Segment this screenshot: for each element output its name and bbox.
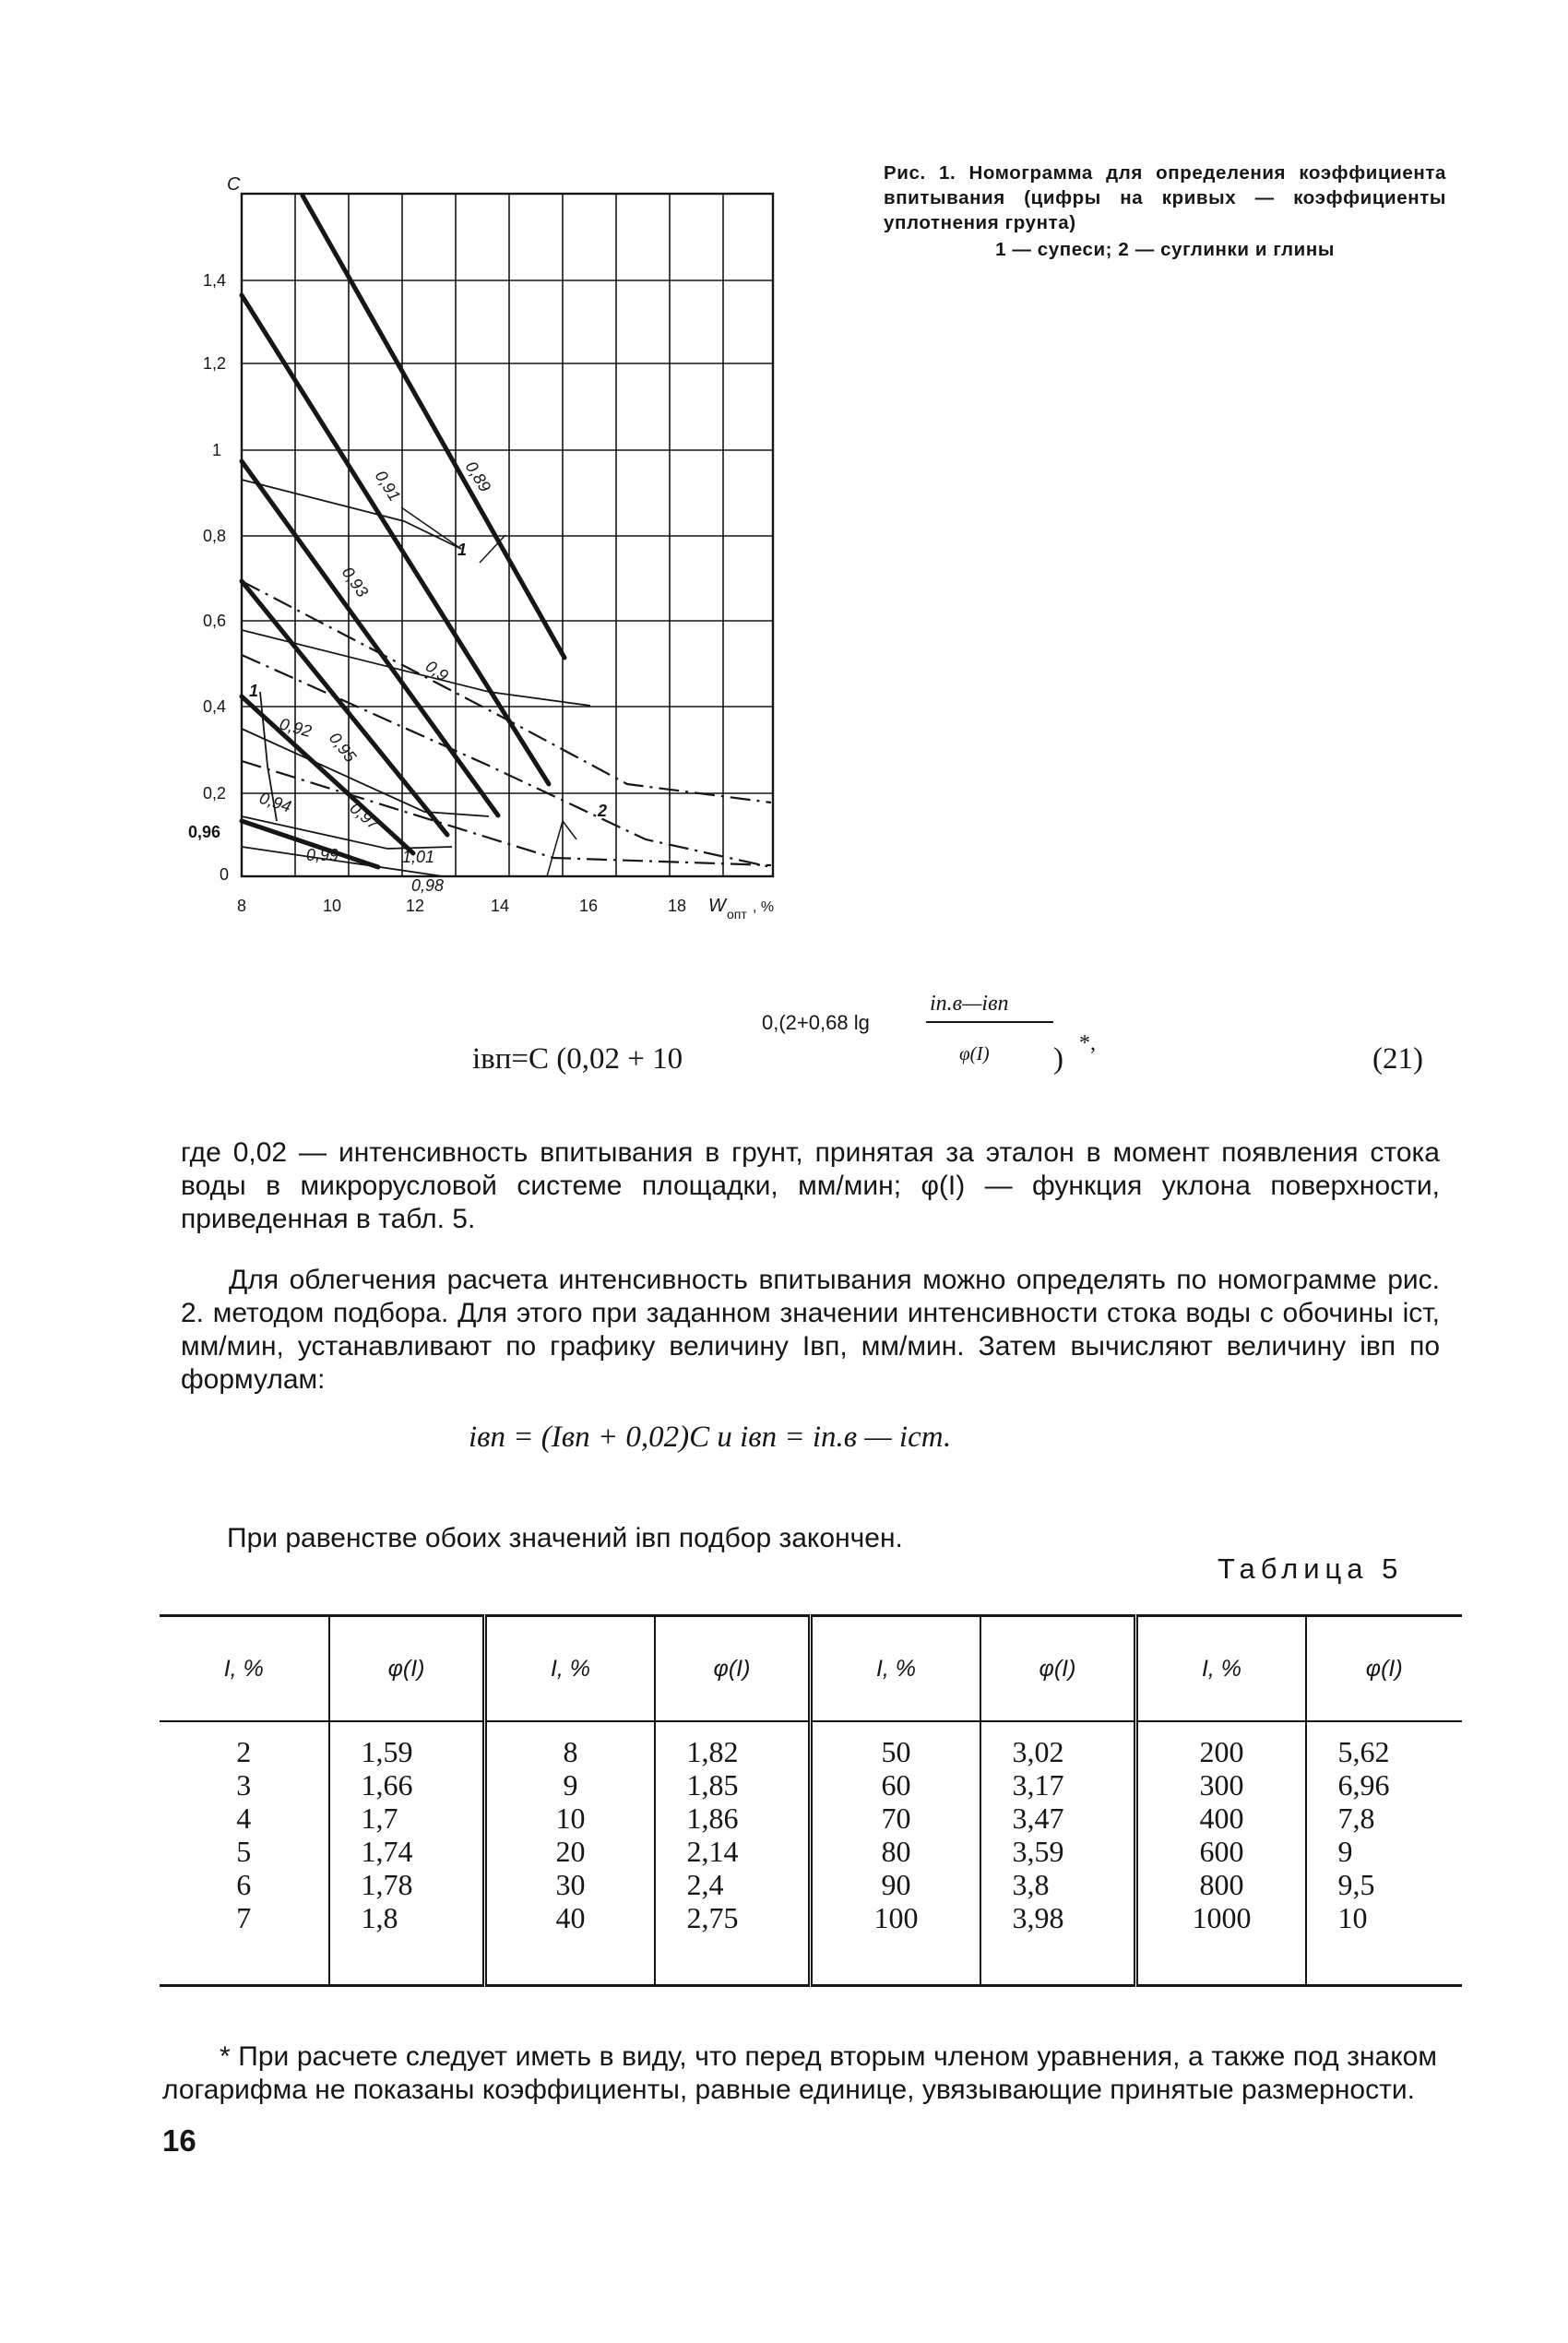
nomogram-figure <box>184 175 812 941</box>
table-cell: 90 <box>881 1868 911 1901</box>
curve-label: 1 <box>249 682 259 700</box>
table-header: I, % <box>485 1616 655 1722</box>
table-cell: 7,8 <box>1337 1802 1375 1835</box>
table-cell: 2,4 <box>686 1868 724 1901</box>
y-tick: 1,4 <box>203 271 227 290</box>
table-column-slope <box>811 1721 980 1986</box>
y-tick: 0,4 <box>203 697 227 716</box>
curve-label: 1 <box>457 541 468 559</box>
table-cell: 1000 <box>1192 1901 1252 1934</box>
curve-label: 1,01 <box>402 848 435 866</box>
caption-legend: 1 — супеси; 2 — суглинки и глины <box>995 239 1335 260</box>
table-cell: 9 <box>1337 1835 1353 1868</box>
table-column-phi <box>980 1721 1136 1986</box>
x-tick: 12 <box>406 897 425 915</box>
page-number: 16 <box>162 2123 196 2158</box>
table-cell: 30 <box>555 1868 586 1901</box>
table-cell: 70 <box>881 1802 911 1835</box>
table-header: I, % <box>160 1616 329 1722</box>
table-column-slope <box>160 1721 329 1986</box>
formula-fraction-bar <box>926 1021 1053 1023</box>
table-cell: 100 <box>873 1901 919 1934</box>
table-cell: 1,59 <box>361 1735 413 1768</box>
sandy-loam-curves <box>242 196 564 867</box>
table-header: φ(I) <box>1306 1616 1463 1722</box>
table-cell: 6,96 <box>1337 1768 1390 1802</box>
table-cell: 80 <box>881 1835 911 1868</box>
x-tick: 10 <box>323 897 342 915</box>
formula-star: *, <box>1079 1031 1096 1055</box>
formula-main: iвп=C (0,02 + 10 <box>472 1042 683 1076</box>
table-cell: 800 <box>1199 1868 1244 1901</box>
x-axis-unit: , % <box>753 899 775 915</box>
table-cell: 50 <box>881 1735 911 1768</box>
table-cell: 1,82 <box>686 1735 739 1768</box>
table-cell: 1,78 <box>361 1868 413 1901</box>
table-column-slope <box>485 1721 655 1986</box>
table-5 <box>160 1614 1462 1987</box>
curve-label: 0,98 <box>411 876 445 895</box>
table-cell: 10 <box>1337 1901 1368 1934</box>
x-tick: 14 <box>491 897 510 915</box>
table-cell: 2,14 <box>686 1835 739 1868</box>
x-tick: 18 <box>668 897 687 915</box>
curve-label: 0,89 <box>461 458 495 495</box>
curve-0-91 <box>242 295 549 784</box>
curve-label: 0,97 <box>346 798 384 834</box>
curve-label: 2 <box>598 802 608 820</box>
x-axis-label: W <box>708 896 726 916</box>
table-column-phi <box>655 1721 811 1986</box>
y-tick: 1 <box>212 441 222 459</box>
y-tick: 0,6 <box>203 612 227 630</box>
figure-caption <box>884 161 1446 262</box>
x-tick: 8 <box>237 897 247 915</box>
table-cell: 10 <box>555 1802 586 1835</box>
table-column-phi <box>1306 1721 1463 1986</box>
curve-0-89 <box>303 196 564 658</box>
table-cell: 3 <box>236 1768 252 1802</box>
table-cell: 7 <box>236 1901 252 1934</box>
curve-0-9-lower <box>242 655 771 867</box>
y-tick: 0,8 <box>203 527 227 545</box>
y-tick: 0,96 <box>188 823 221 841</box>
y-tick: 1,2 <box>203 354 227 373</box>
table-header: I, % <box>1136 1616 1306 1722</box>
table-cell: 600 <box>1199 1835 1244 1868</box>
formula-exponent-prefix: 0,(2+0,68 lg <box>762 1011 870 1034</box>
table-cell: 20 <box>555 1835 586 1868</box>
x-tick: 16 <box>579 897 599 915</box>
table-cell: 1,8 <box>361 1901 398 1934</box>
formula-fraction-numerator: iп.в—iвп <box>930 992 1009 1016</box>
table-header: φ(I) <box>329 1616 485 1722</box>
table-data-row <box>160 1721 1462 1986</box>
paragraph-conclusion: При равенстве обоих значений iвп подбор закончен. <box>227 1523 903 1553</box>
curve-label: 0,91 <box>371 467 405 505</box>
table-cell: 60 <box>881 1768 911 1802</box>
caption-text: Рис. 1. Номограмма для определения коэффициента впитывания (цифры на кривых — коэффициенты уплотнения грунта) <box>884 162 1446 233</box>
table-header: I, % <box>811 1616 980 1722</box>
formula-close: ) <box>1053 1042 1063 1076</box>
table-header-row <box>160 1616 1462 1722</box>
curve-label: 0,93 <box>338 563 373 601</box>
y-axis-label: C <box>227 175 241 195</box>
curve-label: 0,95 <box>325 729 361 767</box>
table-cell: 8 <box>563 1735 578 1768</box>
curve-label: 0,9 <box>422 656 452 685</box>
x-axis-subscript: опт <box>727 907 747 922</box>
table-cell: 1,66 <box>361 1768 413 1802</box>
table-header: φ(I) <box>980 1616 1136 1722</box>
table-title: Таблица 5 <box>1218 1552 1404 1585</box>
paragraph-definition: где 0,02 — интенсивность впитывания в грунт, принятая за эталон в момент появления стока воды в микрорусловой системе площадки, мм/мин; φ(I) — функция уклона поверхности, приведенная в табл. 5. <box>181 1137 1440 1234</box>
y-tick: 0,2 <box>203 784 227 803</box>
table-cell: 3,8 <box>1012 1868 1050 1901</box>
table-cell: 3,47 <box>1012 1802 1064 1835</box>
curve-0-92 <box>242 630 590 706</box>
table-cell: 5 <box>236 1835 252 1868</box>
curve-label: 0,92 <box>277 714 314 741</box>
table-cell: 9,5 <box>1337 1868 1375 1901</box>
table-header: φ(I) <box>655 1616 811 1722</box>
table-cell: 1,7 <box>361 1802 398 1835</box>
table-cell: 4 <box>236 1802 252 1835</box>
table-column-phi <box>329 1721 485 1986</box>
y-tick: 0 <box>220 865 230 884</box>
curve-label: 0,94 <box>256 788 294 816</box>
equation-selection: iвп = (Iвп + 0,02)C и iвп = iп.в — iст. <box>469 1421 952 1454</box>
table-cell: 3,17 <box>1012 1768 1064 1802</box>
table-cell: 3,02 <box>1012 1735 1064 1768</box>
table-cell: 6 <box>236 1868 252 1901</box>
table-cell: 3,59 <box>1012 1835 1064 1868</box>
curve-1-upper <box>242 480 461 549</box>
table-cell: 40 <box>555 1901 586 1934</box>
curve-label: 0,99 <box>306 846 339 864</box>
table-cell: 1,85 <box>686 1768 739 1802</box>
footnote: * При расчете следует иметь в виду, что перед вторым членом уравнения, а также под знаком логарифма не показаны коэффициенты, равные единице, увязывающие принятые размерности. <box>162 2041 1437 2105</box>
table-cell: 1,74 <box>361 1835 413 1868</box>
table-cell: 2,75 <box>686 1901 739 1934</box>
table-cell: 400 <box>1199 1802 1244 1835</box>
table-cell: 9 <box>563 1768 578 1802</box>
table-cell: 300 <box>1199 1768 1244 1802</box>
formula-fraction-denominator: φ(I) <box>959 1042 990 1064</box>
table-cell: 200 <box>1199 1735 1244 1768</box>
table-column-slope <box>1136 1721 1306 1986</box>
table-cell: 5,62 <box>1337 1735 1390 1768</box>
formula-number: (21) <box>1372 1042 1423 1076</box>
table-cell: 3,98 <box>1012 1901 1064 1934</box>
thin-curves <box>242 480 590 876</box>
clay-curves <box>242 581 771 867</box>
table-cell: 2 <box>236 1735 252 1768</box>
paragraph-method: Для облегчения расчета интенсивность впитывания можно определять по номограмме рис. 2. методом подбора. Для этого при заданном значении интенсивности стока воды с обочины iст, мм/мин, устанавливают по графику величину Iвп, мм/мин. Затем вычисляют величину iвп по формулам: <box>181 1265 1440 1395</box>
table-cell: 1,86 <box>686 1802 739 1835</box>
